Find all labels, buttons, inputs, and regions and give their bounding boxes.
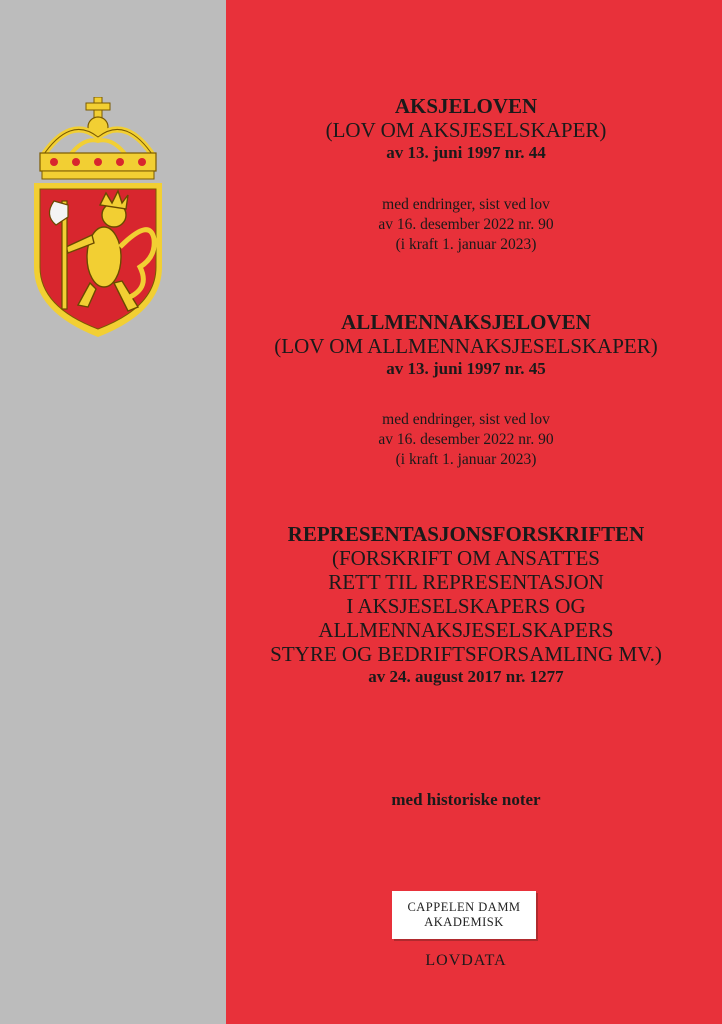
aksjeloven-title: AKSJELOVEN [394, 94, 538, 118]
subtitle-line: I AKSJESELSKAPERS OG [346, 594, 586, 618]
amend-line: med endringer, sist ved lov [382, 411, 550, 428]
amend-line: (i kraft 1. januar 2023) [395, 451, 537, 468]
representasjonsforskriften-date: av 24. august 2017 nr. 1277 [368, 667, 564, 686]
allmennaksjeloven-subtitle: (LOV OM ALLMENNAKSJESELSKAPER) [274, 334, 658, 358]
aksjeloven-amendments [226, 195, 706, 255]
amend-line: (i kraft 1. januar 2023) [395, 236, 537, 253]
subtitle-line: RETT TIL REPRESENTASJON [328, 570, 604, 594]
aksjeloven-date: av 13. juni 1997 nr. 44 [386, 143, 546, 162]
publisher-line1: CAPPELEN DAMM [407, 900, 521, 914]
subtitle-line: (FORSKRIFT OM ANSATTES [331, 546, 600, 570]
amend-line: av 16. desember 2022 nr. 90 [378, 431, 554, 448]
allmennaksjeloven-amendments [226, 410, 706, 470]
subtitle-line: STYRE OG BEDRIFTSFORSAMLING MV.) [270, 642, 662, 666]
aksjeloven-section [226, 94, 706, 164]
representasjonsforskriften-title: REPRESENTASJONSFORSKRIFTEN [287, 522, 645, 546]
amend-line: med endringer, sist ved lov [382, 196, 550, 213]
publisher-logo [392, 891, 536, 939]
amend-line: av 16. desember 2022 nr. 90 [378, 216, 554, 233]
historical-notes-label: med historiske noter [391, 790, 541, 809]
publisher-line2: AKADEMISK [424, 915, 504, 929]
lovdata-label: LOVDATA [425, 952, 507, 969]
allmennaksjeloven-date: av 13. juni 1997 nr. 45 [386, 359, 546, 378]
allmennaksjeloven-title: ALLMENNAKSJELOVEN [341, 310, 591, 334]
aksjeloven-subtitle: (LOV OM AKSJESELSKAPER) [325, 118, 607, 142]
representasjonsforskriften-section [226, 522, 706, 688]
subtitle-line: ALLMENNAKSJESELSKAPERS [318, 618, 614, 642]
allmennaksjeloven-section [226, 310, 706, 380]
norwegian-coat-of-arms-icon [30, 97, 166, 339]
